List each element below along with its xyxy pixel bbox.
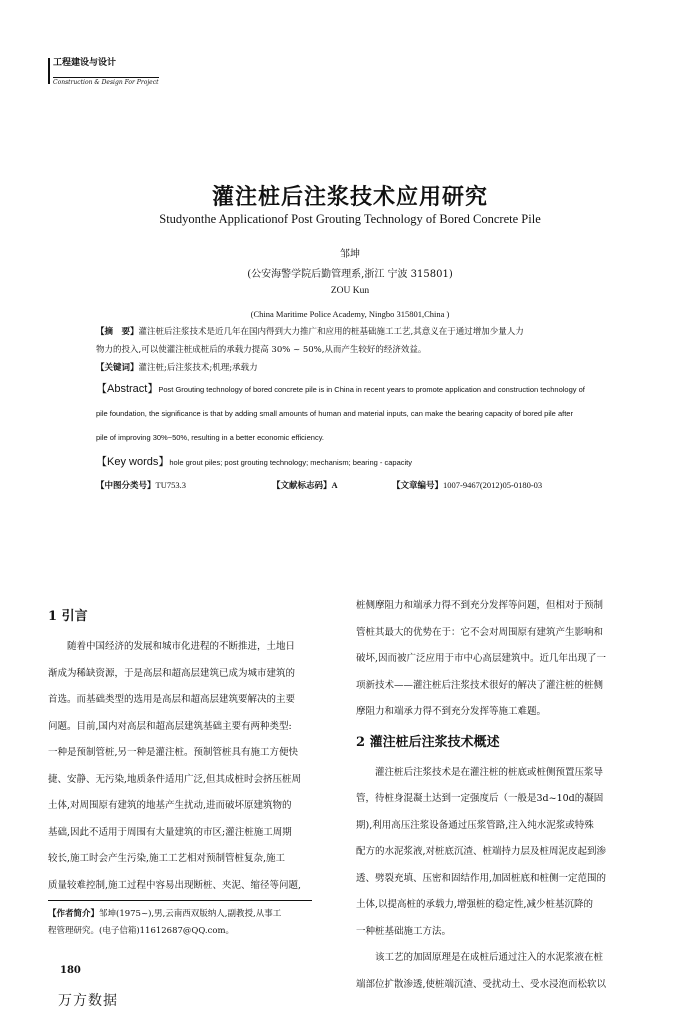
body-line: 破坏,因而被广泛应用于市中心高层建筑中。近几年出现了一 — [356, 653, 607, 664]
keywords-en: hole grout piles; post grouting technology; mechanism; bearing - capacity — [169, 458, 412, 467]
body-line: 摩阻力和端承力得不到充分发挥等施工难题。 — [356, 706, 547, 717]
abstract-text-cn-1: 灌注桩后注浆技术是近几年在国内得到大力推广和应用的桩基础施工工艺,其意义在于通过增加少量人力 — [138, 327, 524, 337]
body-line: 土体,以提高桩的承载力,增强桩的稳定性,减少桩基沉降的 — [356, 899, 594, 910]
body-line: 一种是预制管桩,另一种是灌注桩。预制管桩具有施工方便快 — [48, 747, 299, 758]
author-affiliation-en: (China Maritime Police Academy, Ningbo 315801,China ) — [250, 309, 450, 319]
author-note-text-2: 程管理研究。(电子信箱)11612687@QQ.com。 — [48, 926, 235, 936]
body-column-left — [48, 600, 344, 899]
journal-name-cn: 工程建设与设计 — [53, 58, 117, 68]
doc-code-label: 【文献标志码】 — [272, 481, 332, 491]
abstract-cn-line-1 — [96, 323, 656, 341]
body-line: 管，待桩身混凝土达到一定强度后（一般是3d~10d的凝固 — [356, 793, 604, 804]
body-line: 期),利用高压注浆设备通过压浆管路,注入纯水泥浆或特殊 — [356, 819, 594, 831]
author-note-text-1: 邹坤(1975~),男,云南西双版纳人,副教授,从事工 — [99, 909, 282, 919]
abstract-en-line-1 — [96, 377, 656, 402]
abstract-text-en-1: Post Grouting technology of bored concrete pile is in China in recent years to promote application and construction technology of — [158, 385, 585, 394]
abstract-block — [96, 323, 656, 475]
keywords-label-cn: 【关键词】 — [96, 363, 139, 373]
body-line: 灌注桩后注浆技术是在灌注桩的桩底或桩侧预置压浆导 — [375, 766, 604, 778]
keywords-cn: 灌注桩;后注浆技术;机理;承载力 — [138, 363, 258, 373]
body-line: 该工艺的加固原理是在成桩后通过注入的水泥浆液在桩 — [375, 952, 604, 963]
body-line: 基础,因此不适用于周围有大量建筑的市区;灌注桩施工周期 — [48, 826, 292, 838]
body-line: 捷、安静、无污染,地质条件适用广泛,但其成桩时会挤压桩周 — [48, 773, 302, 785]
abstract-en-line-2 — [96, 402, 656, 426]
body-line: 质量较难控制,施工过程中容易出现断桩、夹泥、缩径等问题, — [48, 879, 302, 891]
body-line: 渐成为稀缺资源，于是高层和超高层建筑已成为城市建筑的 — [48, 667, 296, 679]
article-no-value: 1007-9467(2012)05-0180-03 — [443, 480, 543, 490]
doc-code-value: A — [331, 480, 338, 490]
author-name-cn: 邹坤 — [340, 249, 360, 260]
author-note — [48, 906, 348, 940]
body-line: 端部位扩散渗透,使桩端沉渣、受扰动土、受水浸泡而松软以 — [356, 978, 607, 990]
paper-title-cn: 灌注桩后注浆技术应用研究 — [211, 184, 488, 210]
body-line: 随着中国经济的发展和城市化进程的不断推进，土地日 — [67, 641, 296, 652]
keywords-cn-line — [96, 359, 656, 377]
abstract-label-cn: 【摘 要】 — [96, 327, 139, 337]
paper-title-en: Studyonthe Applicationof Post Grouting Technology of Bored Concrete Pile — [159, 212, 541, 226]
article-no-label: 【文章编号】 — [392, 481, 444, 491]
journal-mark — [48, 58, 163, 84]
body-line: 桩侧摩阻力和端承力得不到充分发挥等问题，但相对于预制 — [356, 600, 604, 611]
clc-value: TU753.3 — [155, 480, 186, 490]
journal-name-en: Construction & Design For Project — [53, 79, 159, 86]
author-note-line-1 — [48, 906, 348, 923]
body-line: 配方的水泥浆液,对桩底沉渣、桩端持力层及桩周泥皮起到渗 — [356, 846, 607, 857]
abstract-cn-line-2 — [96, 341, 656, 359]
author-name-en: ZOU Kun — [330, 286, 370, 296]
body-line: 首选。而基础类型的选用是高层和超高层建筑要解决的主要 — [48, 694, 296, 705]
doc-code-field — [272, 479, 338, 491]
clc-label: 【中图分类号】 — [96, 481, 156, 491]
section-2-heading: 2 灌注桩后注浆技术概述 — [356, 734, 500, 750]
body-line: 一种桩基础施工方法。 — [356, 925, 452, 937]
body-line: 管桩其最大的优势在于：它不会对周围原有建筑产生影响和 — [356, 626, 604, 638]
page-number: 180 — [60, 965, 81, 976]
abstract-label-en: 【Abstract】 — [96, 383, 159, 395]
author-note-label: 【作者简介】 — [48, 909, 100, 919]
body-line: 透、劈裂充填、压密和固结作用,加固桩底和桩侧一定范围的 — [356, 872, 607, 884]
abstract-en-line-3 — [96, 426, 656, 450]
article-no-field — [392, 479, 542, 491]
watermark: 万方数据 — [58, 993, 118, 1009]
author-affiliation-cn: (公安海警学院后勤管理系,浙江 宁波 315801) — [247, 269, 453, 280]
abstract-text-cn-2: 物力的投入,可以使灌注桩成桩后的承载力提高 30% ~ 50%,从而产生较好的经济效益。 — [96, 345, 427, 355]
keywords-en-line — [96, 450, 656, 475]
body-line: 问题。目前,国内对高层和超高层建筑基础主要有两种类型: — [48, 720, 292, 732]
clc-field — [96, 479, 186, 491]
abstract-text-en-2: pile foundation, the significance is that by adding small amounts of human and material inputs, can make the bearing capacity of bored pile after — [96, 409, 573, 418]
abstract-text-en-3: pile of improving 30%~50%, resulting in a better economic efficiency. — [96, 433, 324, 442]
body-column-right — [356, 593, 652, 998]
footnote-divider — [48, 900, 312, 901]
section-1-heading: 1 引言 — [48, 609, 88, 624]
body-line: 土体,对周围原有建筑的地基产生扰动,进而破坏原建筑物的 — [48, 800, 292, 811]
keywords-label-en: 【Key words】 — [96, 456, 170, 468]
body-line: 较长,施工时会产生污染,施工工艺相对预制管桩复杂,施工 — [48, 853, 286, 864]
body-line: 项新技术——灌注桩后注浆技术很好的解决了灌注桩的桩侧 — [356, 679, 604, 691]
